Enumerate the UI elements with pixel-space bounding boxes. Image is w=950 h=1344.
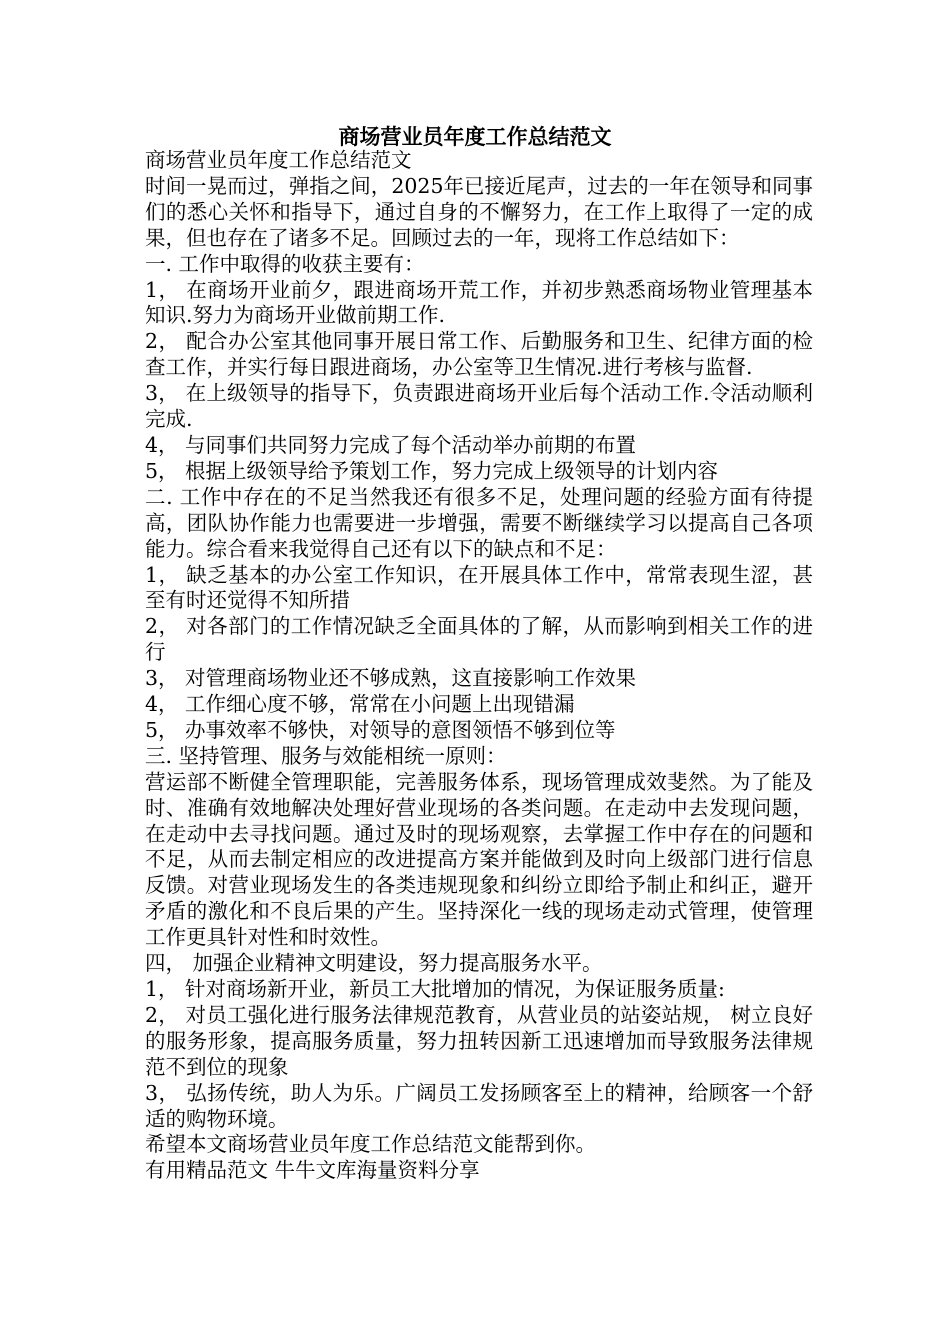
- paragraph-subtitle: 商场营业员年度工作总结范文: [145, 148, 412, 172]
- list-item: 3， 对管理商场物业还不够成熟，这直接影响工作效果: [145, 666, 637, 691]
- document-title: 商场营业员年度工作总结范文: [338, 125, 612, 149]
- paragraph-closing: 希望本文商场营业员年度工作总结范文能帮到你。: [145, 1132, 596, 1157]
- list-item: 2， 对各部门的工作情况缺乏全面具体的了解，从而影响到相关工作的进行: [145, 614, 813, 665]
- list-item: 5， 办事效率不够快，对领导的意图领悟不够到位等: [145, 717, 616, 742]
- section-heading-culture: 四， 加强企业精神文明建设，努力提高服务水平。: [145, 951, 603, 976]
- list-item: 3， 在上级领导的指导下，负责跟进商场开业后每个活动工作.令活动顺利完成.: [145, 381, 813, 432]
- document-body: [145, 148, 813, 1184]
- list-item: 4， 工作细心度不够，常常在小问题上出现错漏: [145, 692, 575, 717]
- list-item: 2， 对员工强化进行服务法律规范教育，从营业员的站姿站规， 树立良好的服务形象，提高服务质量，努力扭转因新工迅速增加而导致服务法律规范不到位的现象: [145, 1002, 813, 1079]
- list-item: 4， 与同事们共同努力完成了每个活动举办前期的布置: [145, 432, 637, 457]
- paragraph-intro: 时间一晃而过，弹指之间，2025年已接近尾声，过去的一年在领导和同事们的悉心关怀和指导下，通过自身的不懈努力，在工作上取得了一定的成果，但也存在了诸多不足。回顾过去的一年，现将工作总结如下：: [145, 173, 813, 250]
- list-item: 2， 配合办公室其他同事开展日常工作、后勤服务和卫生、纪律方面的检查工作，并实行每日跟进商场，办公室等卫生情况.进行考核与监督.: [145, 329, 813, 380]
- list-item: 3， 弘扬传统，助人为乐。广阔员工发扬顾客至上的精神，给顾客一个舒适的购物环境。: [145, 1080, 813, 1131]
- list-item: 1， 缺乏基本的办公室工作知识，在开展具体工作中，常常表现生涩，甚至有时还觉得不知所措: [145, 562, 813, 613]
- list-item: 5， 根据上级领导给予策划工作，努力完成上级领导的计划内容: [145, 458, 719, 483]
- section-heading-shortcomings: 二. 工作中存在的不足当然我还有很多不足，处理问题的经验方面有待提高，团队协作能力也需要进一步增强，需要不断继续学习以提高自己各项能力。综合看来我觉得自己还有以下的缺点和不足：: [145, 484, 813, 561]
- paragraph-footer: 有用精品范文 牛牛文库海量资料分享: [145, 1158, 480, 1183]
- section-heading-principles: 三. 坚持管理、服务与效能相统一原则：: [145, 743, 507, 768]
- paragraph-operations: 营运部不断健全管理职能，完善服务体系，现场管理成效斐然。为了能及时、准确有效地解决处理好营业现场的各类问题。在走动中去发现问题，在走动中去寻找问题。通过及时的现场观察，去掌握工作中存在的问题和不足，从而去制定相应的改进提高方案并能做到及时向上级部门进行信息反馈。对营业现场发生的各类违规现象和纠纷立即给予制止和纠正，避开矛盾的激化和不良后果的产生。坚持深化一线的现场走动式管理，使管理工作更具针对性和时效性。: [145, 769, 813, 950]
- section-heading-gains: 一. 工作中取得的收获主要有：: [145, 251, 425, 276]
- list-item: 1， 在商场开业前夕，跟进商场开荒工作，并初步熟悉商场物业管理基本知识.努力为商场开业做前期工作.: [145, 277, 813, 328]
- list-item: 1， 针对商场新开业，新员工大批增加的情况，为保证服务质量:: [145, 977, 725, 1001]
